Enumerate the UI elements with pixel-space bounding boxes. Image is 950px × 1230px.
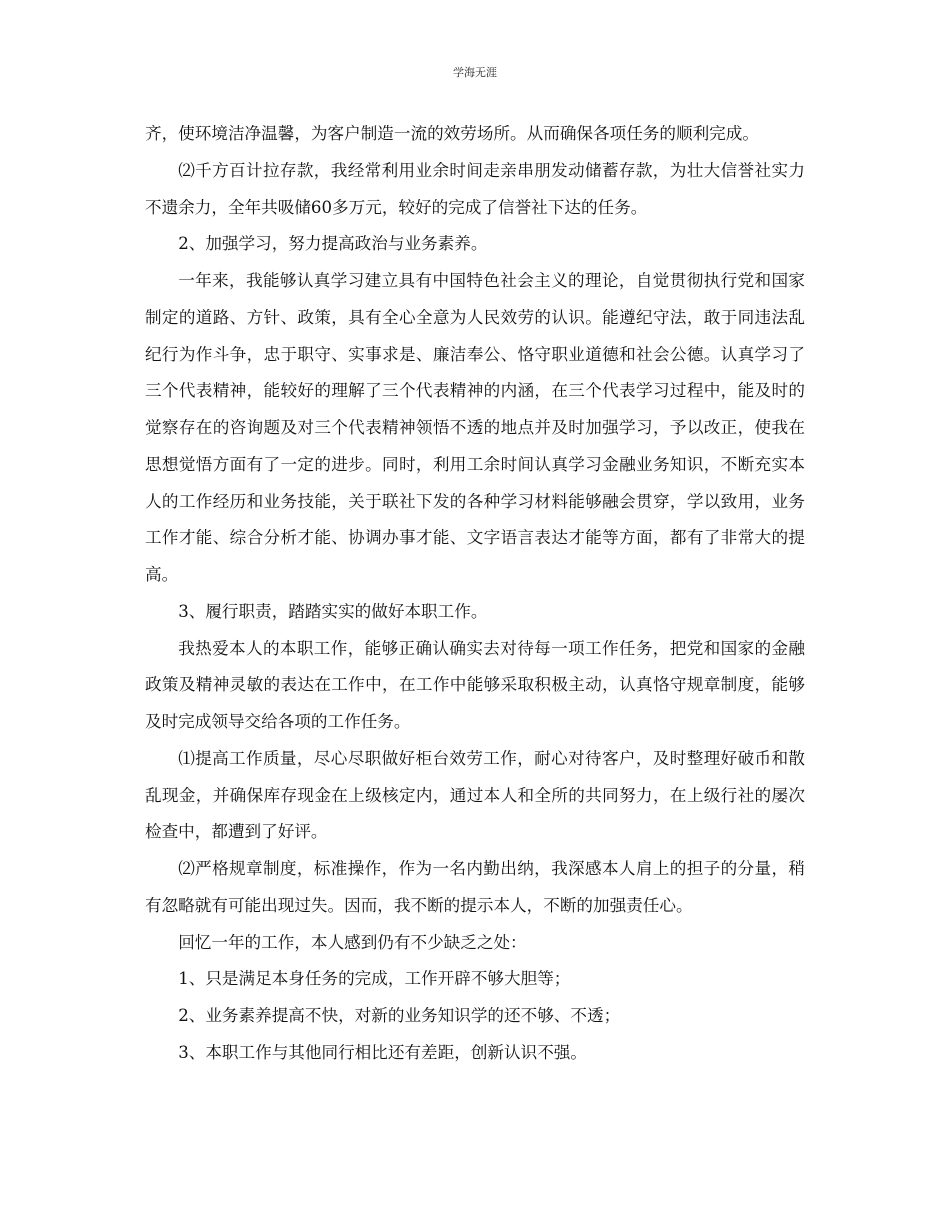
list-item-shortcoming-1: 1、只是满足本身任务的完成，工作开辟不够大胆等； [178,969,571,989]
section-heading-duties: 3、履行职责，踏踏实实的做好本职工作。 [178,601,488,621]
paragraph-continuation: 齐，使环境洁净温馨，为客户制造一流的效劳场所。从而确保各项任务的顺利完成。 [145,124,759,143]
paragraph-study: 一年来，我能够认真学习建立具有中国特色社会主义的理论，自觉贯彻执行党和国家制定的道路、方针、政策，具有全心全意为人民效劳的认识。能遵纪守法，敢于同违法乱纪行为作斗争，忠于职守、实事求是、廉洁奉公、恪守职业道德和社会公德。认真学习了三个代表精神，能较好的理解了三个代表精神的内涵，在三个代表学习过程中，能及时的觉察存在的咨询题及对三个代表精神领悟不透的地点并及时加强学习，予以改正，使我在思想觉悟方面有了一定的进步。同时，利用工余时间认真学习金融业务知识，不断充实本人的工作经历和业务技能，关于联社下发的各种学习材料能够融会贯穿，学以致用，业务工作才能、综合分析才能、协调办事才能、文字语言表达才能等方面，都有了非常大的提高。 [145,271,805,584]
list-item-shortcoming-2: 2、业务素养提高不快，对新的业务知识学的还不够、不透； [178,1006,621,1025]
paragraph-quality: ⑴提高工作质量，尽心尽职做好柜台效劳工作，耐心对待客户，及时整理好破币和散乱现金，并确保库存现金在上级核定内，通过本人和全所的共同努力，在上级行社的屡次检查中，都遭到了好评。 [145,748,805,842]
paragraph-deposits: ⑵千方百计拉存款，我经常利用业余时间走亲串朋发动储蓄存款，为壮大信誉社实力不遗余力，全年共吸储60多万元，较好的完成了信誉社下达的任务。 [145,160,805,217]
list-item-shortcoming-3: 3、本职工作与其他同行相比还有差距，创新认识不强。 [178,1042,587,1062]
paragraph-rules: ⑵严格规章制度，标准操作，作为一名内勤出纳，我深感本人肩上的担子的分量，稍有忽略就有可能出现过失。因而，我不断的提示本人，不断的加强责任心。 [145,859,805,915]
document-body [145,116,805,1072]
paragraph-shortcomings-intro: 回忆一年的工作，本人感到仍有不少缺乏之处： [178,932,527,952]
paragraph-duties: 我热爱本人的本职工作，能够正确认确实去对待每一项工作任务，把党和国家的金融政策及精神灵敏的表达在工作中，在工作中能够采取积极主动，认真恪守规章制度，能够及时完成领导交给各项的工作任务。 [145,638,805,731]
page-header: 学海无涯 [453,66,497,79]
section-heading-study: 2、加强学习，努力提高政治与业务素养。 [178,234,488,254]
